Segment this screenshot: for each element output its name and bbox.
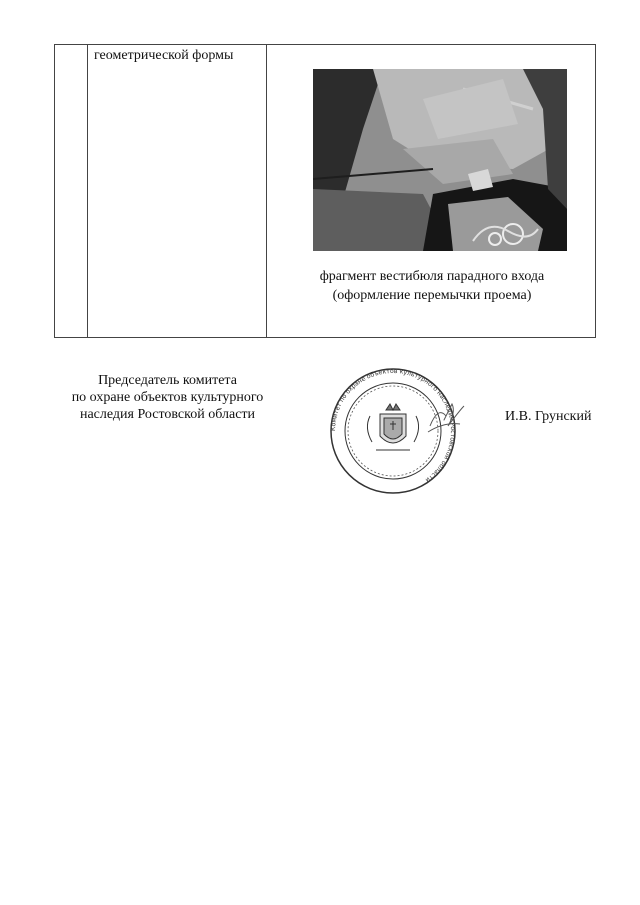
signer-title-line2: по охране объектов культурного (71, 390, 264, 405)
row-photo-cell (267, 45, 596, 338)
row-description-cell (88, 45, 267, 338)
photo-caption-line1: фрагмент вестибюля парадного входа (319, 269, 545, 284)
row-number-cell (55, 45, 88, 338)
photo-caption (267, 267, 597, 305)
table-row (55, 45, 596, 338)
signer-title-line3: наследия Ростовской области (79, 407, 256, 422)
seal-stamp-icon (320, 366, 466, 496)
seal-text: Комитет по охране объектов культурного наследия Ростовской области (329, 367, 457, 484)
signer-title-line1: Председатель комитета (98, 373, 237, 388)
row-description: геометрической формы (94, 48, 234, 63)
signer-title (50, 372, 285, 423)
vestibule-photo (313, 69, 567, 251)
vestibule-photo-image (313, 69, 567, 251)
signer-name: И.В. Грунский (505, 409, 592, 424)
official-seal (320, 366, 466, 496)
seal-emblem-icon (367, 404, 418, 450)
description-table (54, 44, 596, 338)
photo-caption-line2: (оформление перемычки проема) (332, 288, 532, 303)
